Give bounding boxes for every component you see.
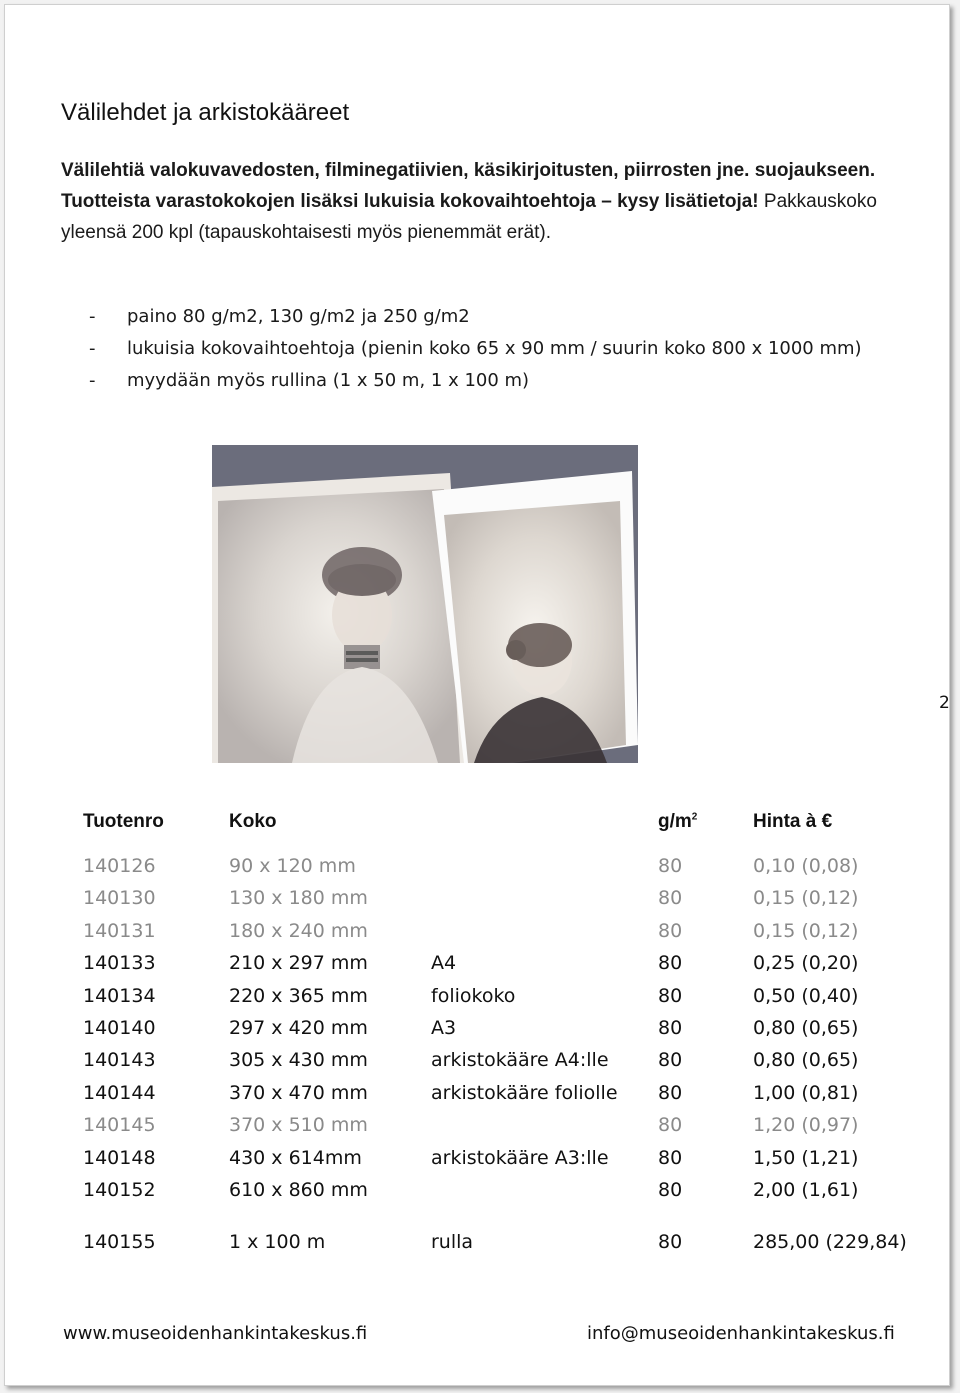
cell-price: 0,50 (0,40) — [753, 984, 859, 1007]
cell-price: 0,10 (0,08) — [753, 855, 859, 877]
cell-gsm: 80 — [658, 1114, 683, 1137]
cell-size: 305 x 430 mm — [229, 1049, 368, 1072]
feature-list — [89, 301, 889, 397]
cell-price: 1,20 (0,97) — [753, 1114, 859, 1137]
footer-email[interactable]: info@museoidenhankintakeskus.fi — [587, 1323, 895, 1344]
cell-code: 140152 — [83, 1179, 156, 1201]
header-code: Tuotenro — [83, 811, 164, 832]
page-title: Välilehdet ja arkistokääreet — [61, 99, 350, 126]
header-gsm — [658, 811, 697, 833]
list-item — [89, 365, 889, 397]
footer-website[interactable]: www.museoidenhankintakeskus.fi — [63, 1323, 368, 1344]
cell-size: 1 x 100 m — [229, 1231, 326, 1254]
cell-gsm: 80 — [658, 919, 683, 942]
cell-size: 210 x 297 mm — [229, 952, 368, 975]
header-gsm-sup: 2 — [691, 811, 698, 823]
intro-bold-text: Välilehtiä valokuvavedosten, filminegatiivien, käsikirjoitusten, piirrosten jne. suojaukseen. Tuotteista varastokokojen lisäksi lukuisia kokovaihtoehtoja – kysy lisätietoja! — [61, 160, 876, 212]
cell-size: 610 x 860 mm — [229, 1179, 368, 1201]
cell-desc: rulla — [431, 1231, 474, 1254]
header-gsm-text: g/m — [658, 811, 692, 832]
cell-code: 140134 — [83, 984, 156, 1007]
cell-price: 0,25 (0,20) — [753, 952, 859, 975]
cell-size: 220 x 365 mm — [229, 984, 368, 1007]
cell-gsm: 80 — [658, 1179, 683, 1201]
cell-price: 0,15 (0,12) — [753, 887, 859, 910]
cell-size: 130 x 180 mm — [229, 887, 368, 910]
cell-desc: arkistokääre A3:lle — [431, 1146, 609, 1169]
list-item-text: myydään myös rullina (1 x 50 m, 1 x 100 m) — [127, 370, 530, 391]
header-size: Koko — [229, 811, 277, 832]
bullet-dash: - — [89, 338, 96, 359]
cell-gsm: 80 — [658, 1049, 683, 1072]
cell-gsm: 80 — [658, 1081, 683, 1104]
cell-desc: arkistokääre A4:lle — [431, 1049, 609, 1072]
cell-code: 140143 — [83, 1049, 156, 1072]
bullet-dash: - — [89, 306, 96, 327]
bullet-dash: - — [89, 370, 96, 391]
cell-price: 285,00 (229,84) — [753, 1231, 907, 1254]
page-number: 2 — [939, 693, 950, 713]
cell-desc: foliokoko — [431, 984, 516, 1007]
list-item — [89, 333, 889, 365]
header-price: Hinta à € — [753, 811, 833, 832]
cell-price: 0,80 (0,65) — [753, 1049, 859, 1072]
cell-size: 370 x 510 mm — [229, 1114, 368, 1137]
cell-gsm: 80 — [658, 984, 683, 1007]
cell-price: 0,15 (0,12) — [753, 919, 859, 942]
cell-size: 430 x 614mm — [229, 1146, 362, 1169]
cell-code: 140148 — [83, 1146, 156, 1169]
cell-price: 1,50 (1,21) — [753, 1146, 859, 1169]
cell-desc: arkistokääre foliolle — [431, 1081, 618, 1104]
cell-gsm: 80 — [658, 855, 683, 877]
cell-gsm: 80 — [658, 952, 683, 975]
intro-normal-text: Pakkauskoko yleensä 200 kpl (tapauskohtaisesti myös pienemmät erät). — [61, 191, 877, 243]
cell-gsm: 80 — [658, 1017, 683, 1039]
cell-code: 140133 — [83, 952, 156, 975]
cell-size: 180 x 240 mm — [229, 919, 368, 942]
cell-code: 140140 — [83, 1017, 156, 1039]
cell-size: 370 x 470 mm — [229, 1081, 368, 1104]
cell-gsm: 80 — [658, 1146, 683, 1169]
cell-size: 297 x 420 mm — [229, 1017, 368, 1039]
cell-price: 2,00 (1,61) — [753, 1179, 859, 1201]
intro-paragraph — [61, 155, 891, 248]
cell-code: 140131 — [83, 919, 156, 942]
product-photo — [212, 445, 638, 763]
cell-gsm: 80 — [658, 887, 683, 910]
list-item-text: paino 80 g/m2, 130 g/m2 ja 250 g/m2 — [127, 306, 470, 327]
cell-code: 140144 — [83, 1081, 156, 1104]
cell-code: 140130 — [83, 887, 156, 910]
cell-code: 140126 — [83, 855, 156, 877]
list-item — [89, 301, 889, 333]
cell-price: 1,00 (0,81) — [753, 1081, 859, 1104]
cell-code: 140145 — [83, 1114, 156, 1137]
cell-price: 0,80 (0,65) — [753, 1017, 859, 1039]
cell-code: 140155 — [83, 1231, 156, 1254]
document-page — [4, 4, 950, 1386]
cell-gsm: 80 — [658, 1231, 683, 1254]
cell-desc: A4 — [431, 952, 457, 975]
cell-size: 90 x 120 mm — [229, 855, 356, 877]
cell-desc: A3 — [431, 1017, 457, 1039]
list-item-text: lukuisia kokovaihtoehtoja (pienin koko 65 x 90 mm / suurin koko 800 x 1000 mm) — [127, 338, 862, 359]
